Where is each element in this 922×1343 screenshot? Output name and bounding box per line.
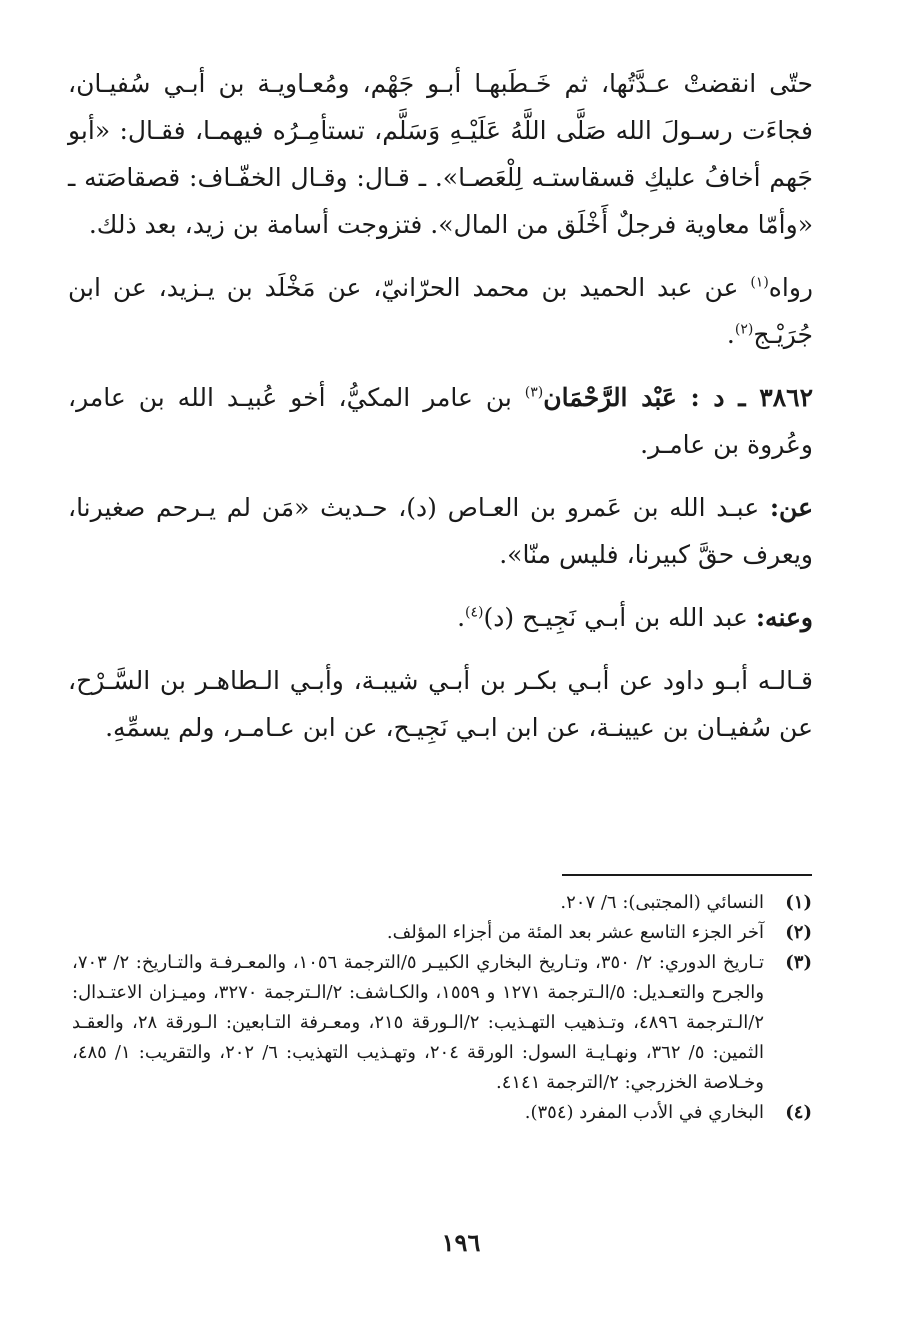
paragraph-hadith-text: حتّى انقضتْ عـدَّتُها، ثم خَـطَبهـا أبـو جَهْم، ومُعـاويـة بن أبـي سُفيـان، فجاءَت رسـولَ الله صَلَّى اللَّهُ عَلَيْـهِ وَسَلَّم، تستأمِـرُه فيهمـا، فقـال: «أبو جَهم أخافُ عليكِ قسقاستـه لِلْعَصـا». ـ قـال: وقـال الخفّـاف: قصقاصَته ـ «وأمّا معاوية فرجلٌ أَخْلَق من المال». فتزوجت أسامة بن زيد، بعد ذلك. xyxy=(68,69,813,239)
footnote-ref-4: (٤) xyxy=(465,604,484,621)
footnote-ref-2: (٢) xyxy=(734,321,754,338)
paragraph-and-from-him xyxy=(68,594,813,641)
footnote-item xyxy=(72,918,812,948)
entry-body: بن عامر المكيُّ، أخو عُبيـد الله بن عامر، وعُروة بن عامـر. xyxy=(68,383,813,459)
footnote-item xyxy=(72,888,812,918)
footnote-text: البخاري في الأدب المفرد (٣٥٤). xyxy=(524,1102,764,1123)
paragraph-from xyxy=(68,484,813,578)
footnote-text: تـاريخ الدوري: ٢/ ٣٥٠، وتـاريخ البخاري الكبيـر ٥/الترجمة ١٠٥٦، والمعـرفـة والتـاريخ: ٢/ ٧٠٣، والجرح والتعـديل: ٥/الـترجمة ١٢٧١ و ١٥٥٩، والكـاشف: ٢/الـترجمة ٣٢٧٠، وميـزان الاعتـدال: ٢/الـترجمة ٤٨٩٦، وتـذهيب التهـذيب: ٢/الـورقة ٢١٥، ومعـرفة التـابعين: الـورقة ٢٨، والعقـد الثمين: ٥/ ٣٦٢، ونهـايـة السول: الورقة ٢٠٤، وتهـذيب التهذيب: ٦/ ٢٠٢، والتقريب: ١/ ٤٨٥، وخـلاصة الخزرجي: ٢/الترجمة ٤١٤١. xyxy=(72,952,765,1093)
paragraph-abu-dawud: قـالـه أبـو داود عن أبـي بكـر بن أبـي شيبـة، وأبـي الـطاهـر بن السَّـرْح، عن سُفيـان بن عيينـة، عن ابن ابـي نَجِيـح، عن ابن عـامـر، ولم يسمِّهِ. xyxy=(68,666,813,742)
footnote-ref-1: (١) xyxy=(750,274,769,291)
footnote-number: (٤) xyxy=(785,1102,812,1123)
footnote-item xyxy=(72,948,812,1098)
footnote-number: (٣) xyxy=(785,952,812,973)
footnotes xyxy=(72,888,812,1128)
footnote-item xyxy=(72,1098,812,1128)
footnote-text: آخر الجزء التاسع عشر بعد المئة من أجزاء المؤلف. xyxy=(386,922,764,943)
from-body: عبـد الله بن عَمرو بن العـاص (د)، حـديث «مَن لم يـرحم صغيرنا، ويعرف حقَّ كبيرنا، فليس منّا». xyxy=(68,493,813,569)
page-number: ١٩٦ xyxy=(441,1228,481,1257)
narration-lead: رواه xyxy=(768,273,813,302)
footnote-number: (١) xyxy=(785,892,812,913)
and-from-him-label: وعنه: xyxy=(755,603,813,632)
and-from-him-end: . xyxy=(457,603,466,632)
narration-chain: عن عبد الحميد بن محمد الحرّانيّ، عن مَخْلَد بن يـزيد، عن ابن جُرَيْـج xyxy=(68,273,813,349)
entry-heading: ٣٨٦٢ ـ د : عَبْد الرَّحْمَان xyxy=(543,383,814,412)
and-from-him-body: عبد الله بن أبـي نَجِيـح (د) xyxy=(483,603,756,632)
page-body xyxy=(68,60,813,751)
footnote-number: (٢) xyxy=(785,922,812,943)
paragraph-entry-3862 xyxy=(68,374,813,468)
from-label: عن: xyxy=(769,493,813,522)
footnote-divider xyxy=(562,874,812,876)
footnote-ref-3: (٣) xyxy=(524,384,544,401)
narration-end: . xyxy=(726,320,735,349)
footnote-text: النسائي (المجتبى): ٦/ ٢٠٧. xyxy=(560,892,764,913)
paragraph-narration xyxy=(68,264,813,358)
